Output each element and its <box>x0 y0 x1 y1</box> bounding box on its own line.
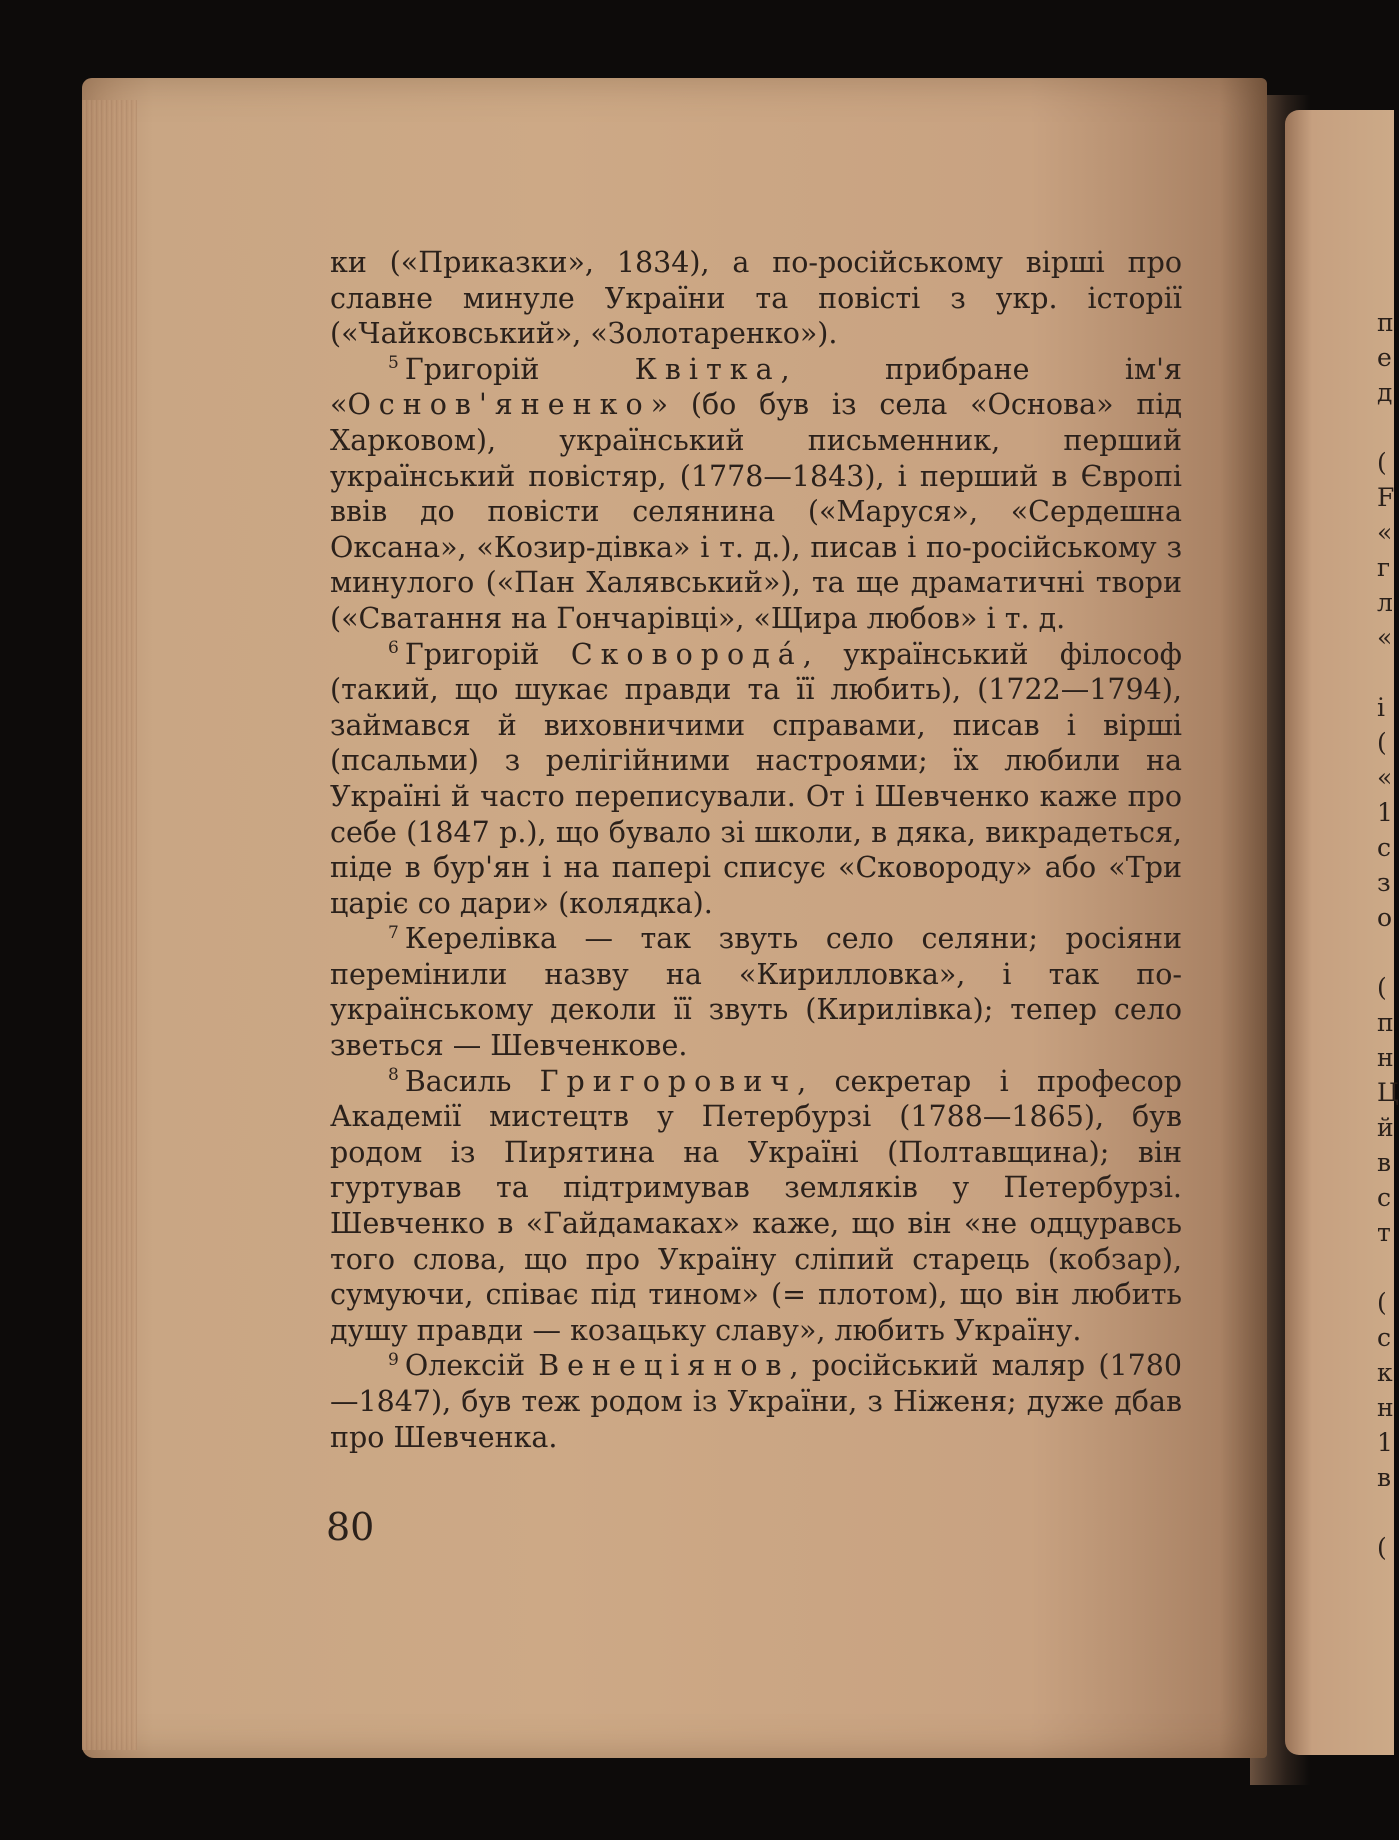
right-page-line-fragment: 1 <box>1377 798 1393 827</box>
right-page-line-fragment: н <box>1377 1393 1394 1422</box>
right-page-line-fragment: « <box>1377 623 1393 652</box>
footnote-9 <box>330 1348 1182 1455</box>
note-text: ки («Приказки», 1834), а по-російському вірші про славне минуле України та повісті з укр. історії («Чайковський», «Золотаренко»). <box>330 246 1182 351</box>
right-page-line-fragment: п <box>1377 1008 1394 1037</box>
footnote-name-first: Григорій <box>404 637 571 671</box>
right-page-line-fragment: « <box>1377 518 1393 547</box>
footnote-name-first: Василь <box>404 1064 540 1098</box>
footnote-name-spaced: Григорович <box>539 1064 798 1098</box>
right-page-line-fragment: с <box>1377 1183 1392 1212</box>
right-page-line-fragment: л <box>1377 588 1393 617</box>
footnote-text: , секретар і професор Академії мистецтв у Петербурзі (1788—1865), був родом із Пирятина на Україні (Полтавщина); він гуртував та підтримував земляків у Петербурзі. Шевченко в «Гайдамаках» каже, що він «не одцуравсь того слова, що про Україну сліпий старець (кобзар), сумуючи, співає під тином» (= плотом), що він любить душу правди — козацьку славу», любить Україну. <box>330 1064 1182 1347</box>
right-page-line-fragment: ( <box>1377 1288 1387 1317</box>
footnote-number: 6 <box>388 638 399 659</box>
right-page-line-fragment: е <box>1377 343 1392 372</box>
right-page-line-fragment: д <box>1377 378 1393 407</box>
footnote-number: 8 <box>388 1065 399 1086</box>
right-page-line-fragment <box>1377 1250 1394 1285</box>
right-page-line-fragment: п <box>1377 308 1394 337</box>
footnote-5 <box>330 352 1182 637</box>
footnote-text: , український філософ (такий, що шукає правди та її любить), (1722—1794), займався й виховничими справами, писав і вірші (псальми) з релігійними настроями; їх любили на Україні й часто переписували. От і Шевченко каже про себе (1847 р.), що бувало зі школи, в дяка, викрадеться, піде в бур'ян і на папері списує «Сковороду» або «Три царіє со дари» (колядка). <box>330 637 1182 920</box>
right-page-line-fragment: ( <box>1377 1533 1387 1562</box>
right-page-line-fragment: с <box>1377 833 1392 862</box>
footnote-number: 9 <box>388 1349 399 1370</box>
footnote-number: 5 <box>388 353 399 374</box>
right-page-line-fragment: г <box>1377 553 1391 582</box>
right-page-line-fragment: ( <box>1377 448 1387 477</box>
footnote-8 <box>330 1064 1182 1349</box>
right-page-line-fragment: н <box>1377 1043 1394 1072</box>
right-page-line-fragment: « <box>1377 763 1393 792</box>
right-page-line-fragment: 1 <box>1377 1428 1393 1457</box>
footnote-name-spaced: Квітка <box>634 352 781 386</box>
footnote-text: , прибране ім'я « <box>330 352 1182 422</box>
right-page-line-fragment: ( <box>1377 728 1387 757</box>
right-page-line-fragment <box>1377 935 1394 970</box>
right-page-line-fragment <box>1377 1495 1394 1530</box>
page-number: 80 <box>326 1505 375 1549</box>
right-page-text-fragments <box>1377 305 1399 1565</box>
footnote-text: Керелівка — так звуть село селяни; росіяни перемінили назву на «Кирилловка», і так по-українському деколи її звуть (Кирилівка); тепер село зветься — Шевченкове. <box>330 922 1182 1063</box>
right-page-line-fragment <box>1377 410 1394 445</box>
right-page-line-fragment: Ц <box>1377 1078 1399 1107</box>
right-page-line-fragment <box>1377 655 1394 690</box>
page-text <box>330 245 1182 1455</box>
right-page-line-fragment: з <box>1377 868 1391 897</box>
footnote-name-first: Олексій <box>404 1349 539 1383</box>
right-page-line-fragment: в <box>1377 1463 1392 1492</box>
footnote-6 <box>330 637 1182 922</box>
right-page-line-fragment: о <box>1377 903 1393 932</box>
footnote-number: 7 <box>388 922 399 943</box>
right-page-line-fragment: ( <box>1377 973 1387 1002</box>
right-page-line-fragment: і <box>1377 693 1385 722</box>
right-page-line-fragment: т <box>1377 1218 1391 1247</box>
footnote-name-first: Григорій <box>404 352 635 386</box>
right-page-line-fragment: й <box>1377 1113 1394 1142</box>
right-page-line-fragment: к <box>1377 1358 1393 1387</box>
page-edges <box>82 100 137 1750</box>
right-page-line-fragment: в <box>1377 1148 1392 1177</box>
footnote-text: , російський маляр (1780—1847), був теж родом із України, з Ніженя; дуже дбав про Шевченка. <box>330 1349 1183 1454</box>
footnote-alias-spaced: Основ'яненко <box>347 388 651 422</box>
footnote-name-spaced: Сковорода́ <box>570 637 803 671</box>
right-page-line-fragment: с <box>1377 1323 1392 1352</box>
footnote-text: » (бо був із села «Основа» під Харковом), український письменник, перший український повістяр, (1778—1843), і перший в Європі ввів до повісти селянина («Маруся», «Сердешна Оксана», «Козир-дівка» і т. д.), писав і по-російському з минулого («Пан Халявський»), та ще драматичні твори («Сватання на Гончарівці», «Щира любов» і т. д. <box>330 388 1182 635</box>
footnote-name-spaced: Венеціянов <box>538 1349 790 1383</box>
right-page-line-fragment: F <box>1377 483 1395 512</box>
footnote-7 <box>330 921 1182 1063</box>
note-continuation <box>330 245 1182 352</box>
